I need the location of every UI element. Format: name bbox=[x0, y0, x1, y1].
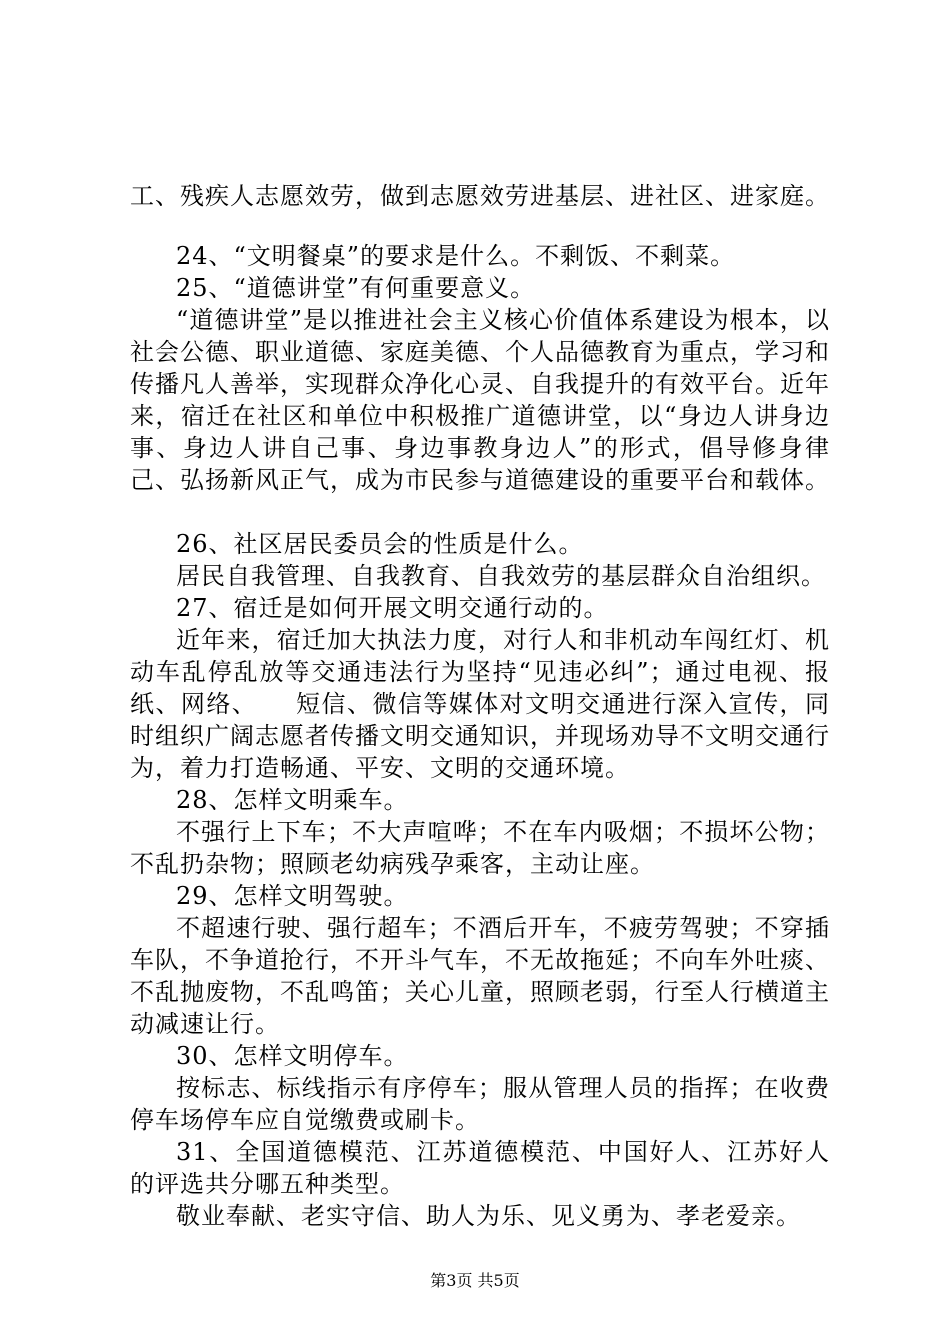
question-29: 29、怎样文明驾驶。 bbox=[176, 882, 409, 910]
question-26: 26、社区居民委员会的性质是什么。 bbox=[176, 530, 584, 558]
answer-27: 近年来，宿迁加大执法力度，对行人和非机动车闯红灯、机动车乱停乱放等交通违法行为坚持“见违必纠”；通过电视、报纸、网络、 短信、微信等媒体对文明交通进行深入宣传，同时组织广阔志愿者传播文明交通知识，并现场劝导不文明交通行为，着力打造畅通、平安、文明的交通环境。 bbox=[130, 626, 830, 782]
question-30: 30、怎样文明停车。 bbox=[176, 1042, 409, 1070]
question-24: 24、“文明餐桌”的要求是什么。不剩饭、不剩菜。 bbox=[176, 242, 736, 270]
question-25: 25、“道德讲堂”有何重要意义。 bbox=[176, 274, 536, 302]
answer-28: 不强行上下车；不大声喧哗；不在车内吸烟；不损坏公物；不乱扔杂物；照顾老幼病残孕乘客，主动让座。 bbox=[130, 818, 830, 878]
answer-26: 居民自我管理、自我教育、自我效劳的基层群众自治组织。 bbox=[176, 562, 826, 590]
answer-25: “道德讲堂”是以推进社会主义核心价值体系建设为根本，以社会公德、职业道德、家庭美德、个人品德教育为重点，学习和传播凡人善举，实现群众净化心灵、自我提升的有效平台。近年来，宿迁在社区和单位中积极推广道德讲堂，以“身边人讲身边事、身边人讲自己事、身边事教身边人”的形式，倡导修身律己、弘扬新风正气，成为市民参与道德建设的重要平台和载体。 bbox=[130, 306, 830, 494]
answer-29: 不超速行驶、强行超车；不酒后开车，不疲劳驾驶；不穿插车队，不争道抢行，不开斗气车，不无故拖延；不向车外吐痰、不乱抛废物，不乱鸣笛；关心儿童，照顾老弱，行至人行横道主动减速让行。 bbox=[130, 914, 830, 1038]
paragraph-continuation: 工、残疾人志愿效劳，做到志愿效劳进基层、进社区、进家庭。 bbox=[130, 182, 830, 210]
page-number-footer: 第3页 共5页 bbox=[430, 1271, 520, 1290]
answer-30: 按标志、标线指示有序停车；服从管理人员的指挥；在收费停车场停车应自觉缴费或刷卡。 bbox=[130, 1074, 830, 1134]
answer-31: 敬业奉献、老实守信、助人为乐、见义勇为、孝老爱亲。 bbox=[176, 1202, 801, 1230]
question-28: 28、怎样文明乘车。 bbox=[176, 786, 409, 814]
question-31: 31、全国道德模范、江苏道德模范、中国好人、江苏好人的评选共分哪五种类型。 bbox=[130, 1138, 830, 1198]
question-27: 27、宿迁是如何开展文明交通行动的。 bbox=[176, 594, 609, 622]
